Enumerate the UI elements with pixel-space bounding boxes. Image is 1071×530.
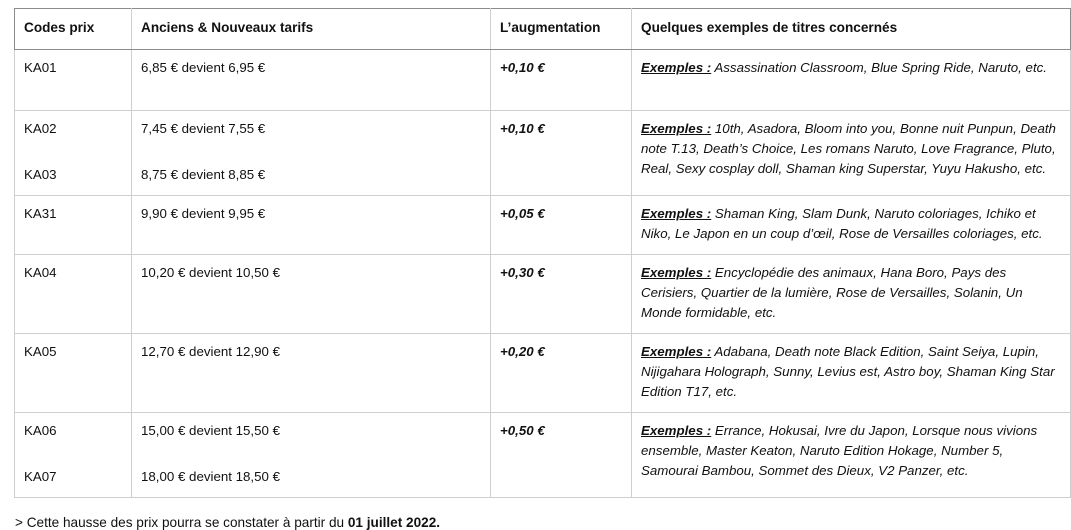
tarif-value: 12,70 € devient 12,90 €	[141, 343, 280, 359]
table-header	[15, 9, 1071, 50]
cell-augmentation: +0,10 €	[491, 111, 632, 196]
cell-augmentation: +0,10 €	[491, 50, 632, 111]
table-body	[15, 50, 1071, 497]
tarif-value: 18,00 € devient 18,50 €	[141, 468, 280, 484]
code-value: KA06	[24, 422, 57, 438]
cell-exemples	[632, 333, 1071, 412]
exemples-label: Exemples :	[641, 265, 712, 281]
exemples-text: Shaman King, Slam Dunk, Naruto coloriages, Ichiko et Niko, Le Japon en un coup d’œil, Rose de Versailles coloriages, etc.	[641, 206, 1043, 242]
cell-exemples	[632, 412, 1071, 497]
code-value: KA07	[24, 468, 57, 484]
tarif-value: 10,20 € devient 10,50 €	[141, 265, 280, 281]
exemples-label: Exemples :	[641, 60, 712, 76]
tarif-value: 9,90 € devient 9,95 €	[141, 206, 266, 222]
column-header-exemples: Quelques exemples de titres concernés	[632, 9, 1071, 50]
exemples-label: Exemples :	[641, 422, 712, 438]
code-value: KA03	[24, 167, 57, 183]
table-row	[15, 50, 1071, 111]
code-value: KA31	[24, 206, 57, 222]
column-header-code: Codes prix	[15, 9, 132, 50]
cell-exemples	[632, 196, 1071, 255]
table-row	[15, 412, 1071, 497]
exemples-text: Adabana, Death note Black Edition, Saint Seiya, Lupin, Nijigahara Holograph, Sunny, Levius est, Astro boy, Shaman King Star Edition T17, etc.	[641, 343, 1055, 399]
cell-augmentation: +0,20 €	[491, 333, 632, 412]
cell-codes	[15, 255, 132, 334]
table-row	[15, 333, 1071, 412]
price-increase-table	[14, 8, 1071, 498]
exemples-label: Exemples :	[641, 206, 712, 222]
code-value: KA05	[24, 343, 57, 359]
cell-exemples	[632, 111, 1071, 196]
table-row	[15, 111, 1071, 196]
tarif-value: 15,00 € devient 15,50 €	[141, 422, 280, 438]
cell-codes	[15, 412, 132, 497]
exemples-label: Exemples :	[641, 121, 712, 137]
cell-codes	[15, 333, 132, 412]
cell-augmentation: +0,30 €	[491, 255, 632, 334]
exemples-text: Errance, Hokusai, Ivre du Japon, Lorsque nous vivions ensemble, Master Keaton, Naruto Edition Hokage, Number 5, Samourai Bambou, Sommet des Dieux, V2 Panzer, etc.	[641, 422, 1038, 478]
cell-codes	[15, 111, 132, 196]
exemples-text: Encyclopédie des animaux, Hana Boro, Pays des Cerisiers, Quartier de la lumière, Rose de Versailles, Solanin, Un Monde formidable, etc.	[641, 265, 1023, 321]
table-row	[15, 255, 1071, 334]
footnote-text: > Cette hausse des prix pourra se constater à partir du	[15, 514, 348, 530]
code-value: KA01	[24, 60, 57, 76]
table-header-row	[15, 9, 1071, 50]
cell-tarifs	[132, 255, 491, 334]
table-row	[15, 196, 1071, 255]
footnote	[15, 515, 992, 530]
cell-tarifs	[132, 196, 491, 255]
cell-codes	[15, 196, 132, 255]
cell-tarifs	[132, 50, 491, 111]
cell-augmentation: +0,50 €	[491, 412, 632, 497]
exemples-text: 10th, Asadora, Bloom into you, Bonne nuit Punpun, Death note T.13, Death’s Choice, Les romans Naruto, Love Fragrance, Pluto, Real, Sexy cosplay doll, Shaman king Superstar, Yuyu Hakusho, etc.	[641, 121, 1056, 177]
footnote-date: 01 juillet 2022.	[347, 514, 441, 530]
cell-augmentation: +0,05 €	[491, 196, 632, 255]
cell-exemples	[632, 255, 1071, 334]
code-value: KA02	[24, 121, 57, 137]
cell-tarifs	[132, 412, 491, 497]
tarif-value: 6,85 € devient 6,95 €	[141, 60, 266, 76]
exemples-label: Exemples :	[641, 343, 712, 359]
column-header-tarif: Anciens & Nouveaux tarifs	[132, 9, 491, 50]
code-value: KA04	[24, 265, 57, 281]
cell-tarifs	[132, 111, 491, 196]
cell-tarifs	[132, 333, 491, 412]
tarif-value: 7,45 € devient 7,55 €	[141, 121, 266, 137]
tarif-value: 8,75 € devient 8,85 €	[141, 167, 266, 183]
column-header-augmentation: L’augmentation	[491, 9, 632, 50]
cell-codes	[15, 50, 132, 111]
cell-exemples	[632, 50, 1071, 111]
exemples-text: Assassination Classroom, Blue Spring Ride, Naruto, etc.	[711, 60, 1047, 76]
